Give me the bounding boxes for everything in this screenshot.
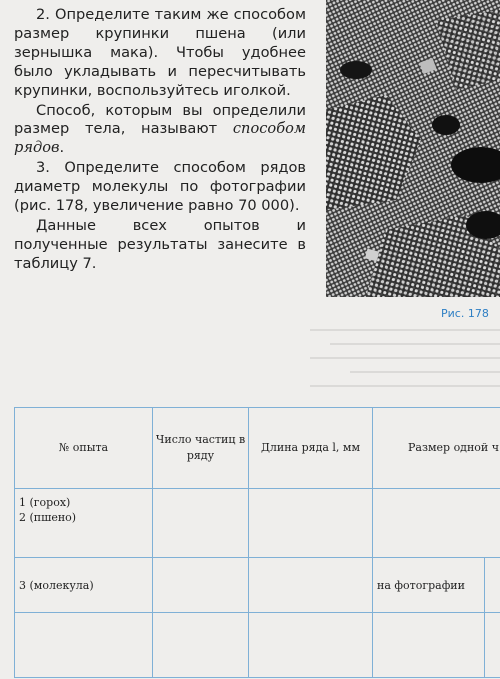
table-cell xyxy=(249,558,373,613)
table-row xyxy=(15,489,500,558)
table-cell xyxy=(249,489,373,558)
table-cell xyxy=(153,613,249,678)
paragraph-method-text: Способ, которым вы определили размер тела, называют xyxy=(14,101,306,138)
bleed-through-lines xyxy=(310,322,500,392)
row-label-peas: 1 (горох) xyxy=(19,496,71,509)
paragraph-step-2: 2. Определите таким же способом размер крупинки пшена (или зернышка мака). Чтобы удобнее было укладывать и пересчитывать крупинки, воспользуйтесь иголкой. xyxy=(14,6,306,99)
header-experiment: № опыта xyxy=(15,408,153,489)
term-row-method: способом рядов xyxy=(14,120,306,157)
header-row-length: Длина ряда l, мм xyxy=(249,408,373,489)
row-label-molecule: 3 (молекула) xyxy=(15,558,153,613)
table-cell xyxy=(249,613,373,678)
row-experiment-cell xyxy=(15,489,153,558)
main-text xyxy=(14,6,306,274)
paragraph-step-3: 3. Определите способом рядов диаметр молекулы по фотографии (рис. 178, увеличение равно 70 000). xyxy=(14,159,306,215)
table-row xyxy=(15,558,500,613)
header-particles: Число частиц в ряду xyxy=(153,408,249,489)
row-label-millet: 2 (пшено) xyxy=(19,511,77,524)
table-cell xyxy=(485,558,500,613)
paragraph-method-end: . xyxy=(59,139,65,157)
molecule-photo-image xyxy=(326,0,500,297)
cell-on-photo: на фотографии xyxy=(373,558,485,613)
table-cell xyxy=(373,489,500,558)
table-cell xyxy=(485,613,500,678)
figure-caption: Рис. 178 xyxy=(441,307,489,320)
table-cell xyxy=(153,489,249,558)
paragraph-method xyxy=(14,102,306,159)
table-cell xyxy=(153,558,249,613)
header-size: Размер одной ч xyxy=(373,408,500,489)
table-cell xyxy=(373,613,485,678)
molecule-photo xyxy=(326,0,500,297)
results-table xyxy=(14,407,500,679)
paragraph-results: Данные всех опытов и полученные результаты занесите в таблицу 7. xyxy=(14,216,306,272)
table-header-row xyxy=(15,408,500,489)
table-cell xyxy=(15,613,153,678)
table-row xyxy=(15,613,500,678)
